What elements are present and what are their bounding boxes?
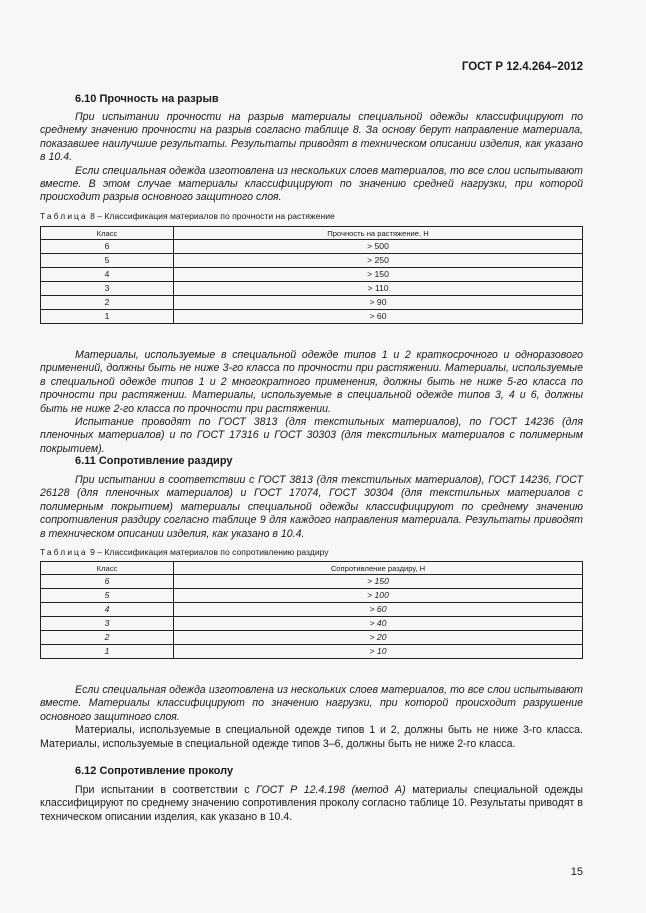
class-cell: 2 [41,631,174,645]
value-cell: > 100 [174,589,583,603]
value-cell: > 60 [174,603,583,617]
class-cell: 6 [41,575,174,589]
class-cell: 4 [41,268,174,282]
value-cell: > 150 [174,268,583,282]
value-cell: > 150 [174,575,583,589]
section-heading-6-11: 6.11 Сопротивление раздиру [75,455,233,467]
class-cell: 5 [41,589,174,603]
value-cell: > 250 [174,254,583,268]
paragraph: Если специальная одежда изготовлена из нескольких слоев материалов, то все слои испытывают вместе. Материалы классифицируют по значению нагрузки, при которой происходит разрушение основного защитного слоя. [40,684,583,723]
table-8: Класс Прочность на растяжение, Н 6 > 500 5 > 250 4 > 150 3 > 110 2 > 90 1 > 60 [40,226,583,324]
table-row [41,254,583,268]
page-number: 15 [570,866,583,878]
value-cell: > 500 [174,240,583,254]
paragraph: Испытание проводят по ГОСТ 3813 (для текстильных материалов), по ГОСТ 14236 (для пленочных материалов) и по ГОСТ 17316 и ГОСТ 30303 (для текстильных материалов с полимерным покрытием). [40,416,583,455]
value-cell: > 40 [174,617,583,631]
paragraph: Материалы, используемые в специальной одежде типов 1 и 2 краткосрочного и одноразового применений, должны быть не ниже 3-го класса по прочности при растяжении. Материалы, используемые в специальной одежде типов 1 и 2 многократного применения, должны быть не ниже 5-го класса по прочности при растяжении. Материалы, используемые в специальной одежде типов 3, 4 и 6, должны быть не ниже 2-го класса по прочности при растяжении. [40,349,583,415]
table-row [41,645,583,659]
class-cell: 3 [41,617,174,631]
class-cell: 1 [41,310,174,324]
class-cell: 4 [41,603,174,617]
table-9: Класс Сопротивление раздиру, Н 6 > 150 5 > 100 4 > 60 3 > 40 2 > 20 1 > 10 [40,561,583,659]
class-cell: 3 [41,282,174,296]
table-row [41,310,583,324]
value-cell: > 90 [174,296,583,310]
class-cell: 2 [41,296,174,310]
table-caption: Таблица 9 – Классификация материалов по сопротивлению раздиру [40,547,329,557]
class-cell: 5 [41,254,174,268]
paragraph: При испытании в соответствии с ГОСТ Р 12.4.198 (метод А) материалы специальной одежды классифицируют по среднему значению сопротивления проколу согласно таблице 10. Результаты приводят в техническом описании изделия, как указано в 10.4. [40,784,584,823]
table-row [41,603,583,617]
table-row [41,617,583,631]
table-row [41,589,583,603]
table-row [41,268,583,282]
class-cell: 1 [41,645,174,659]
section-heading-6-12: 6.12 Сопротивление проколу [75,765,234,777]
paragraph: Если специальная одежда изготовлена из нескольких слоев материалов, то все слои испытывают вместе. В этом случае материалы классифицируют по значению средней нагрузки, при которой происходит разрыв основного защитного слоя. [40,164,583,204]
paragraph: Материалы, используемые в специальной одежде типов 1 и 2, должны быть не ниже 3-го класса. Материалы, используемые в специальной одежде типов 3–6, должны быть не ниже 2-го класса. [40,724,583,750]
class-cell: 6 [41,240,174,254]
paragraph: При испытании в соответствии с ГОСТ 3813 (для текстильных материалов), ГОСТ 14236, ГОСТ 26128 (для пленочных материалов) и ГОСТ 17074, ГОСТ 30304 (для текстильных материалов с полимерным покрытием) материалы специальной одежды классифицируют по среднему значению сопротивления раздиру согласно таблице 9 для каждого направления материала. Результаты приводят в техническом описании изделия, как указано в 10.4. [40,474,583,540]
table-row [41,631,583,645]
table-caption: Таблица 8 – Классификация материалов по прочности на растяжение [40,211,335,221]
value-cell: > 60 [174,310,583,324]
section-heading-6-10: 6.10 Прочность на разрыв [75,93,219,105]
table-row [41,575,583,589]
value-cell: > 110 [174,282,583,296]
table-row [41,296,583,310]
value-cell: > 20 [174,631,583,645]
document-header: ГОСТ Р 12.4.264–2012 [461,61,583,73]
value-cell: > 10 [174,645,583,659]
table-row [41,282,583,296]
paragraph: При испытании прочности на разрыв материалы специальной одежды классифицируют по среднему значению прочности на разрыв согласно таблице 8. За основу берут направление материала, показавшее наилучшие результаты. Результаты приводят в техническом описании изделия, как указано в 10.4. [40,111,583,164]
table-row [41,240,583,254]
